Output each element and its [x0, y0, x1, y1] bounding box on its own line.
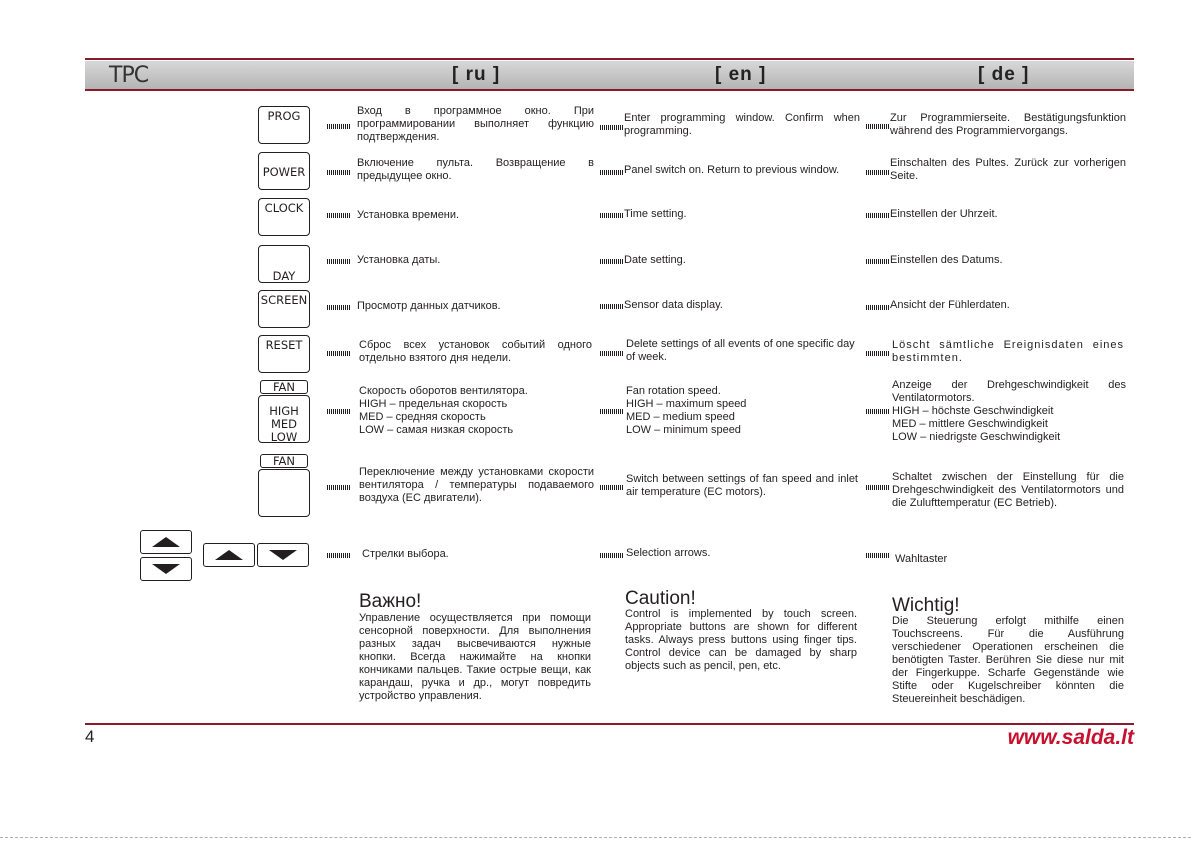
arrow-up-button-horizontal: [203, 543, 255, 567]
desc-de-reset: Löscht sämtliche Ereignisdaten eines bestimmten.: [892, 339, 1124, 364]
warning-title-ru: Важно!: [359, 591, 422, 612]
prog-button: [258, 106, 310, 144]
power-button: [258, 152, 310, 190]
desc-ru-arrows: Стрелки выбора.: [362, 548, 449, 560]
header-top-rule: [85, 58, 1134, 60]
reset-button: [258, 335, 310, 373]
desc-en-fan-line: Fan rotation speed.: [626, 385, 721, 397]
leader-dots: [327, 553, 351, 558]
arrow-up-icon: [152, 537, 180, 547]
screen-button: [258, 290, 310, 328]
leader-dots: [327, 124, 351, 129]
desc-en-day: Date setting.: [624, 254, 686, 266]
reset-button-label: RESET: [265, 338, 303, 352]
day-button-label: DAY: [272, 269, 296, 283]
footer-rule: [85, 723, 1134, 725]
lang-en-heading: [ en ]: [715, 64, 767, 85]
lang-ru-heading: [ ru ]: [452, 64, 501, 85]
leader-dots: [600, 125, 624, 130]
leader-dots: [600, 213, 624, 218]
desc-ru-day: Установка даты.: [357, 254, 441, 266]
warning-title-de: Wichtig!: [892, 595, 960, 616]
leader-dots: [327, 409, 351, 414]
desc-de-clock: Einstellen der Uhrzeit.: [890, 208, 998, 220]
fan-speed-button: [258, 395, 310, 443]
fan-low-label: LOW: [270, 430, 298, 444]
leader-dots: [327, 305, 351, 310]
desc-ru-prog: Вход в программное окно. При программировании выполняет функцию подтверждения.: [357, 105, 594, 143]
header-title: TPC: [109, 63, 149, 88]
desc-en-arrows: Selection arrows.: [626, 547, 711, 559]
desc-de-fan-speed: [892, 379, 1126, 444]
desc-de-fan-switch: Schaltet zwischen der Einstellung für die Drehgeschwindigkeit des Ventilatormotors und die Zulufttemperatur (EC Betrieb).: [892, 471, 1124, 509]
power-button-label: POWER: [262, 165, 306, 179]
fan-switch-title-label: FAN: [260, 454, 308, 468]
leader-dots: [866, 485, 890, 490]
arrow-up-button-vertical: [140, 530, 192, 554]
page-edge-dashed-rule: [0, 837, 1191, 838]
screen-button-label: SCREEN: [260, 293, 308, 307]
prog-button-label: PROG: [267, 109, 301, 123]
leader-dots: [866, 553, 890, 558]
fan-speed-title-label: FAN: [260, 380, 308, 394]
leader-dots: [866, 351, 890, 356]
leader-dots: [600, 485, 624, 490]
desc-en-power: Panel switch on. Return to previous window.: [624, 164, 840, 176]
desc-de-fan-line: Anzeige der Drehgeschwindigkeit des Ventilatormotors.: [892, 379, 1126, 404]
warning-body-de: Die Steuerung erfolgt mithilfe einen Touchscreens. Für die Ausführung verschiedener Operationen erscheinen die benötigten Taster. Berühren Sie diese nur mit der Fingerkuppe. Scharfe Gegenstände wie Stifte oder Kugelschreiber könnten die Steuereinheit beschädigen.: [892, 615, 1124, 705]
desc-en-reset: Delete settings of all events of one specific day of week.: [626, 338, 855, 363]
desc-en-prog: Enter programming window. Confirm when programming.: [624, 112, 860, 137]
leader-dots: [866, 305, 890, 310]
desc-de-power: Einschalten des Pultes. Zurück zur vorherigen Seite.: [890, 157, 1126, 182]
website-link[interactable]: www.salda.lt: [1007, 726, 1134, 749]
leader-dots: [327, 213, 351, 218]
warning-body-en: Control is implemented by touch screen. Appropriate buttons are shown for different tasks. Always press buttons using finger tips. Control device can be damaged by sharp objects such as pencil, pen, etc.: [625, 608, 857, 672]
desc-ru-fan-line: Скорость оборотов вентилятора.: [359, 385, 528, 397]
arrow-down-icon: [269, 550, 297, 560]
clock-button-label: CLOCK: [264, 201, 304, 215]
leader-dots: [327, 351, 351, 356]
desc-ru-clock: Установка времени.: [357, 209, 460, 221]
page-number: 4: [85, 727, 95, 746]
warning-body-ru: Управление осуществляется при помощи сенсорной поверхности. Для выполнения разных задач высвечиваются нужные кнопки. Всегда нажимайте на кнопки кончиками пальцев. Такие острые вещи, как карандаш, ручка и др., могут повредить устройство управления.: [359, 612, 591, 702]
leader-dots: [600, 351, 624, 356]
desc-ru-fan-line: HIGH – предельная скорость: [359, 398, 508, 410]
desc-en-screen: Sensor data display.: [624, 299, 723, 311]
arrow-down-button-vertical: [140, 557, 192, 581]
desc-de-fan-line: LOW – niedrigste Geschwindigkeit: [892, 431, 1061, 443]
desc-de-screen: Ansicht der Fühlerdaten.: [890, 299, 1010, 311]
desc-en-fan-line: HIGH – maximum speed: [626, 398, 747, 410]
leader-dots: [327, 259, 351, 264]
desc-ru-screen: Просмотр данных датчиков.: [357, 300, 501, 312]
leader-dots: [866, 409, 890, 414]
arrow-down-icon: [152, 564, 180, 574]
desc-ru-fan-line: MED – средняя скорость: [359, 411, 486, 423]
desc-en-fan-line: MED – medium speed: [626, 411, 735, 423]
desc-en-clock: Time setting.: [624, 208, 687, 220]
leader-dots: [600, 553, 624, 558]
clock-button: [258, 198, 310, 236]
desc-en-fan-switch: Switch between settings of fan speed and inlet air temperature (EC motors).: [626, 473, 858, 498]
desc-de-day: Einstellen des Datums.: [890, 254, 1003, 266]
leader-dots: [600, 304, 624, 309]
leader-dots: [600, 409, 624, 414]
leader-dots: [600, 170, 624, 175]
arrow-down-button-horizontal: [257, 543, 309, 567]
fan-high-label: HIGH: [269, 404, 299, 418]
leader-dots: [327, 170, 351, 175]
leader-dots: [866, 124, 890, 129]
leader-dots: [600, 259, 624, 264]
arrow-up-icon: [215, 550, 243, 560]
desc-ru-fan-line: LOW – самая низкая скорость: [359, 424, 514, 436]
desc-de-prog: Zur Programmierseite. Bestätigungsfunktion während des Programmiervorgangs.: [890, 112, 1126, 137]
leader-dots: [866, 213, 890, 218]
fan-switch-button: [258, 469, 310, 517]
desc-en-fan-line: LOW – minimum speed: [626, 424, 741, 436]
desc-de-arrows: Wahltaster: [895, 553, 948, 565]
desc-ru-reset: Сброс всех установок событий одного отдельно взятого дня недели.: [359, 339, 592, 364]
desc-ru-power: Включение пульта. Возвращение в предыдущее окно.: [357, 157, 594, 182]
leader-dots: [866, 170, 890, 175]
warning-title-en: Caution!: [625, 588, 696, 609]
lang-de-heading: [ de ]: [978, 64, 1030, 85]
leader-dots: [866, 259, 890, 264]
header-bar: [85, 61, 1134, 91]
desc-de-fan-line: HIGH – höchste Geschwindigkeit: [892, 405, 1054, 417]
day-button: [258, 245, 310, 283]
desc-ru-fan-speed: [359, 385, 594, 437]
leader-dots: [327, 485, 351, 490]
fan-med-label: MED: [270, 417, 298, 431]
desc-ru-fan-switch: Переключение между установками скорости вентилятора / температуры подаваемого воздуха (EC двигатели).: [359, 466, 594, 504]
desc-de-fan-line: MED – mittlere Geschwindigkeit: [892, 418, 1048, 430]
desc-en-fan-speed: [626, 385, 860, 437]
